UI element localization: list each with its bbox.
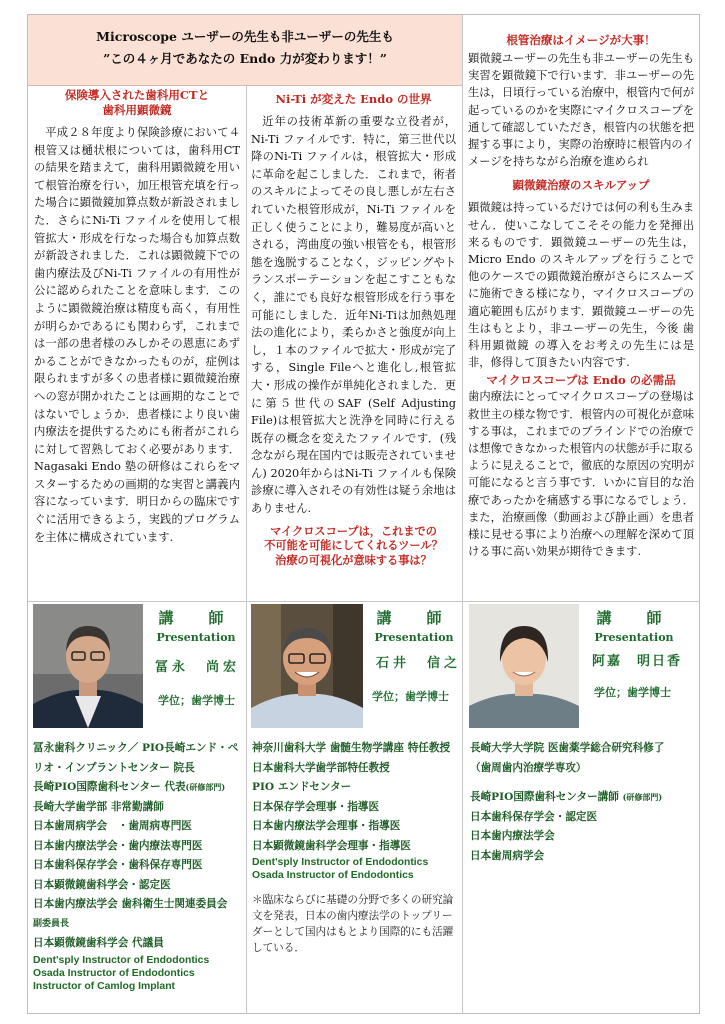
lecturer-title-en: Presentation bbox=[156, 631, 236, 644]
bio-line: （歯周歯内治療学専攻） bbox=[470, 761, 587, 774]
bio-line: Instructor of Camlog Implant bbox=[33, 980, 176, 992]
lecturer-name: 冨永 尚宏 bbox=[155, 660, 241, 675]
section-body-skillup: 顕微鏡は持っているだけでは何の利も生みません．使いこなしてこそその能力を発揮出来るものです．顕微鏡ユーザーの先生は， Micro Endo のスキルアップを行うことで他のケースでの顕微鏡治療がさらにスムーズに施術できる様になり，マイクロスコープの適応範囲も広がります．顕微鏡ユーザーの先生はもとより，非ユーザーの先生，今後 歯科用顕微鏡 の導入をお考えの先生には是非，修得して頂きたい内容です. bbox=[468, 201, 694, 370]
lecturer-degree: 学位；歯学博士 bbox=[594, 686, 671, 699]
bio-line: PIO エンドセンター bbox=[252, 781, 352, 793]
column-divider bbox=[462, 601, 463, 1014]
banner-line-1: Microscope ユーザーの先生も非ユーザーの先生も bbox=[96, 29, 394, 44]
row-divider bbox=[28, 601, 700, 602]
bio-line: 日本歯内療法学会・歯内療法専門医 bbox=[33, 839, 203, 852]
section-heading-niti: Ni-Ti が変えた Endo の世界 bbox=[275, 92, 432, 106]
lecturer-title-en: Presentation bbox=[374, 631, 454, 644]
lecturer-degree: 学位；歯学博士 bbox=[158, 694, 235, 707]
column-divider bbox=[462, 15, 463, 601]
lecturer-title bbox=[150, 608, 242, 646]
bio-line: 長崎大学歯学部 非常勤講師 bbox=[33, 800, 164, 813]
section-body-image: 顕微鏡ユーザーの先生も非ユーザーの先生も実習を顕微鏡下で行います．非ユーザーの先生は，日頃行っている治療中，根管内で何が起っているのかを実際にマイクロスコープを通して確認していただき，根管内の状態を把握する事により，実際の治療時に根管内のイメージを持ちながら治療を進められ bbox=[468, 52, 694, 169]
bio-text: 長崎PIO国際歯科センター講師 bbox=[470, 791, 619, 803]
bio-line: Dent'sply Instructor of Endodontics bbox=[252, 857, 429, 868]
bio-line bbox=[470, 788, 694, 808]
lecturer-title-jp: 講 師 bbox=[596, 609, 672, 627]
lecturer-photo bbox=[33, 604, 143, 728]
column-niti bbox=[251, 92, 456, 567]
bio-line: 日本顕微鏡歯科学会 代議員 bbox=[33, 937, 164, 949]
bio-line: 日本歯科大学歯学部特任教授 bbox=[252, 761, 390, 774]
banner-line-2: ”この４ヶ月であなたの Endo 力が変わります！” bbox=[103, 51, 387, 66]
bio-line: 日本歯周病学会 ・歯周病専門医 bbox=[33, 820, 192, 832]
bio-note: (研修部門) bbox=[185, 782, 226, 792]
question-line-1: マイクロスコープは，これまでの bbox=[270, 523, 437, 538]
bio-line: 日本歯内療法学会 歯科衛生士関連委員会 bbox=[33, 898, 228, 910]
lecturer-title-en: Presentation bbox=[594, 631, 674, 644]
lecturer-photo bbox=[251, 604, 363, 728]
bio-line: Osada Instructor of Endodontics bbox=[33, 967, 195, 979]
section-heading-image: 根管治療はイメージが大事！ bbox=[506, 33, 656, 47]
bio-line: 日本歯周病学会 bbox=[470, 849, 545, 862]
headline-banner bbox=[28, 15, 462, 86]
section-body-essential: 歯内療法にとってマイクロスコープの登場は救世主の様な物です．根管内の可視化が意味する事は，これまでのブラインドでの治療では想像できなかった根管内の状態が手に取るように見えることで，徹底的な原因の究明が可能になると言う事です．いかに盲目的な治療であったかを痛感する事になるでしょう．また，治療画像（動画および静止画）を患者様に見せる事により治療への理解を深めて頂ける事に高い効果が期待できます. bbox=[468, 390, 694, 559]
bio-line: Dent'sply Instructor of Endodontics bbox=[33, 954, 210, 966]
section-heading-microscope: 歯科用顕微鏡 bbox=[102, 103, 172, 117]
section-heading-ct: 保険導入された歯科用CTと bbox=[64, 88, 210, 102]
bio-line: 日本歯内療法学会理事・指導医 bbox=[252, 820, 401, 832]
lecturer-photo bbox=[469, 604, 579, 728]
bio-line: Osada Instructor of Endodontics bbox=[252, 870, 414, 881]
bio-line: 神奈川歯科大学 歯髄生物学講座 特任教授 bbox=[252, 742, 451, 754]
bio-line: 冨永歯科クリニック／ PIO長崎エンド・ペリオ・インプラントセンター 院長 bbox=[33, 742, 239, 774]
question-callout bbox=[251, 524, 456, 568]
section-body-insurance: 平成２８年度より保険診療において４根管又は樋状根については，歯科用CTの結果を踏まえて，歯科用顕微鏡を用いて根管治療を行い，加圧根管充填を行った場合に顕微鏡加算点数が新設されました．さらにNi-Ti ファイルを使用して根管拡大・形成を行なった場合も加算点数が新設されました．これは顕微鏡下での歯内療法及びNi-Ti ファイルの有用性が公に認められたことを意味します．このように顕微鏡治療は精度も高く，有用性が明らかであるにも関わらず，これまでは一部の患者様のみしかその恩恵にあずかることができなかったものが，症例は限られますが多くの患者様に顕微鏡治療への窓が開かれたことは画期的なことではないでしょうか．患者様により良い歯内療法を提供するためにも術者がこれらに対して習熟しておく必要があります．Nagasaki Endo 塾の研修はこれらをマスターするための画期的な実習と講義内容になっています．明日からの臨床ですぐに活用できるよう，実践的プログラムを主体に構成されています. bbox=[34, 126, 240, 544]
column-divider bbox=[246, 86, 247, 601]
section-heading-skillup: 顕微鏡治療のスキルアップ bbox=[512, 178, 650, 193]
bio-line: 日本保存学会理事・指導医 bbox=[252, 800, 380, 813]
lecturer-title bbox=[368, 608, 460, 646]
bio-note: (研修部門) bbox=[622, 792, 663, 802]
bio-line: 日本歯科保存学会・認定医 bbox=[470, 810, 598, 823]
lecturer-title-jp: 講 師 bbox=[158, 609, 234, 627]
lecturer-bio bbox=[470, 739, 694, 866]
column-image bbox=[468, 33, 694, 560]
lecturer-title bbox=[588, 608, 680, 646]
column-divider bbox=[246, 601, 247, 1014]
lecturer-name: 石井 信之 bbox=[376, 656, 462, 671]
lecturer-degree: 学位；歯学博士 bbox=[372, 690, 449, 703]
section-heading-essential: マイクロスコープは Endo の必需品 bbox=[486, 373, 676, 388]
lecturer-title-jp: 講 師 bbox=[376, 609, 452, 627]
lecturer-bio bbox=[33, 739, 243, 993]
lecturer-name: 阿嘉 明日香 bbox=[592, 654, 683, 669]
bio-line: 日本歯科保存学会・歯科保存専門医 bbox=[33, 859, 203, 871]
lecturer-bio bbox=[252, 739, 458, 956]
section-body-niti: 近年の技術革新の重要な立役者が，Ni-Ti ファイルです．特に，第三世代以降のNi-Ti ファイルは，根管拡大・形成に革命を起こしました．これまで，術者のスキルによってその良し悪しが左右されていた根管形成が，Ni-Ti ファイルを正しく使うことにより，難易度が高いとされる，湾曲度の強い根管をも，根管形態を逸脱することなく，ジッピングやトランスポーテーションを起こすこともなく，誰にでも良好な根管形成を行う事を可能にしました．近年Ni-Tiは加熱処理法の進化により，柔らかさと強度が向上し，１本のファイルで拡大・形成が完了する，Single Fileへと進化し,根管拡大・形成の操作が単純化されました．更に第５世代のSAF (Self Adjusting File)は根管拡大と洗浄を同時に行える既存の概念を変えたファイルです．(残念ながら現在国内では販売されていません) 2020年からはNi-Ti ファイルも保険診療に導入されその有効性は疑う余地はありません. bbox=[251, 115, 456, 516]
bio-line: 日本顕微鏡歯科学会理事・指導医 bbox=[252, 839, 411, 852]
bio-text: 長崎PIO国際歯科センター 代表 bbox=[33, 781, 186, 793]
bio-line: 日本歯内療法学会 bbox=[470, 830, 555, 842]
bio-line: 長崎大学大学院 医歯薬学総合研究科修了 bbox=[470, 742, 665, 754]
question-line-3: 治療の可視化が意味する事は？ bbox=[275, 552, 432, 567]
bio-line: 日本顕微鏡歯科学会・認定医 bbox=[33, 878, 171, 891]
bio-line: 副委員長 bbox=[33, 918, 70, 929]
bio-line bbox=[33, 778, 243, 798]
column-insurance bbox=[34, 88, 240, 546]
bio-note: ＊臨床ならびに基礎の分野で多くの研究論文を発表，日本の歯内療法学のトップリーダーとして国内はもとより国際的にも活躍している． bbox=[252, 894, 454, 954]
question-line-2: 不可能を可能にしてくれるツール？ bbox=[264, 538, 443, 553]
